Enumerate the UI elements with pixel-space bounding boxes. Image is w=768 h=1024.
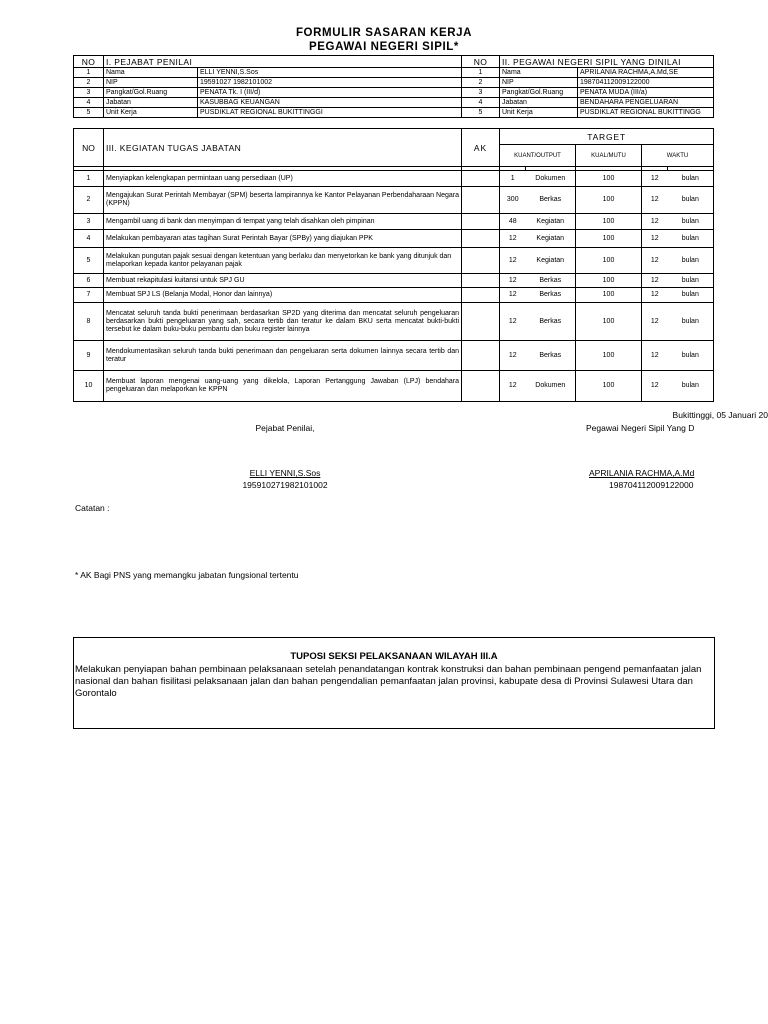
penilai-name: ELLI YENNI,S.Sos (249, 468, 321, 478)
activity-no: 6 (74, 274, 104, 288)
activities-no-header: NO (74, 129, 104, 167)
penilai-row-value: 19591027 1982101002 (198, 78, 462, 88)
activity-qty: 12 (500, 371, 526, 402)
activity-mutu: 100 (576, 214, 642, 230)
activity-desc: Mengajukan Surat Perintah Membayar (SPM) beserta lampirannya ke Kantor Pelayanan Perbendaharaan Negara (KPPN) (104, 187, 462, 214)
activity-unit: Dokumen (526, 371, 576, 402)
activity-satuan: bulan (668, 171, 714, 187)
activity-unit: Berkas (526, 288, 576, 303)
activity-unit: Kegiatan (526, 214, 576, 230)
activity-desc: Melakukan pungutan pajak sesuai dengan ketentuan yang berlaku dan menyetorkan ke bank yang ditunjuk dan melaporkan kepada kantor pelayanan pajak (104, 248, 462, 274)
penilai-row-label: Pangkat/Gol.Ruang (104, 88, 198, 98)
penilai-row-value: PENATA Tk. I (III/d) (198, 88, 462, 98)
activities-table (73, 128, 714, 402)
tuposi-box (73, 637, 715, 729)
activity-unit: Kegiatan (526, 230, 576, 248)
activity-no: 5 (74, 248, 104, 274)
dinilai-row-no: 1 (462, 68, 500, 78)
activity-waktu: 12 (642, 303, 668, 341)
activity-satuan: bulan (668, 288, 714, 303)
ak-header: AK (462, 129, 500, 167)
activity-ak (462, 288, 500, 303)
dinilai-row-no: 3 (462, 88, 500, 98)
activity-qty: 1 (500, 171, 526, 187)
activity-satuan: bulan (668, 303, 714, 341)
dinilai-row-value: APRILANIA RACHMA,A.Md,SE (578, 68, 714, 78)
activity-desc: Mencatat seluruh tanda bukti penerimaan berdasarkan SP2D yang diterima dan mencatat seluruh pengeluaran berdasarkan bukti pengeluaran yang sah, secara tertib dan teratur ke dalam BKU serta mencatat bukti-bukti tersebut ke dalam buku-buku pembantu dan buku register lainnya (104, 303, 462, 341)
kual-header: KUAL/MUTU (576, 145, 642, 167)
header-no-left: NO (74, 56, 104, 68)
activity-mutu: 100 (576, 341, 642, 371)
activity-no: 2 (74, 187, 104, 214)
activity-mutu: 100 (576, 303, 642, 341)
header-no-right: NO (462, 56, 500, 68)
activity-satuan: bulan (668, 274, 714, 288)
activity-ak (462, 230, 500, 248)
activity-no: 7 (74, 288, 104, 303)
penilai-row-no: 5 (74, 108, 104, 118)
activity-satuan: bulan (668, 230, 714, 248)
activity-no: 10 (74, 371, 104, 402)
dinilai-row-no: 5 (462, 108, 500, 118)
activity-ak (462, 171, 500, 187)
activity-waktu: 12 (642, 288, 668, 303)
kuant-header: KUANT/OUTPUT (500, 145, 576, 167)
activity-mutu: 100 (576, 248, 642, 274)
waktu-header: WAKTU (642, 145, 714, 167)
activity-mutu: 100 (576, 274, 642, 288)
activity-ak (462, 214, 500, 230)
dinilai-row-value: 198704112009122000 (578, 78, 714, 88)
activity-qty: 300 (500, 187, 526, 214)
penilai-row-no: 3 (74, 88, 104, 98)
activity-no: 4 (74, 230, 104, 248)
penilai-role: Pejabat Penilai, (255, 423, 315, 433)
activity-waktu: 12 (642, 171, 668, 187)
dinilai-row-label: Unit Kerja (500, 108, 578, 118)
activity-unit: Dokumen (526, 171, 576, 187)
identity-table (73, 55, 714, 118)
activity-desc: Membuat SPJ LS (Belanja Modal, Honor dan lainnya) (104, 288, 462, 303)
dinilai-section-header: II. PEGAWAI NEGERI SIPIL YANG DINILAI (500, 56, 714, 68)
dinilai-row-label: Jabatan (500, 98, 578, 108)
activity-unit: Berkas (526, 274, 576, 288)
dinilai-row-label: NIP (500, 78, 578, 88)
dinilai-row-value: PENATA MUDA (III/a) (578, 88, 714, 98)
dinilai-role: Pegawai Negeri Sipil Yang D (586, 423, 695, 433)
activity-ak (462, 341, 500, 371)
activity-desc: Mendokumentasikan seluruh tanda bukti penerimaan dan pengeluaran serta dokumen lainnya secara tertib dan teratur (104, 341, 462, 371)
activity-ak (462, 303, 500, 341)
activity-waktu: 12 (642, 187, 668, 214)
place-date: Bukittinggi, 05 Januari 20 (672, 410, 768, 420)
activity-unit: Kegiatan (526, 248, 576, 274)
activity-unit: Berkas (526, 341, 576, 371)
activity-no: 1 (74, 171, 104, 187)
activity-qty: 12 (500, 230, 526, 248)
kegiatan-header: III. KEGIATAN TUGAS JABATAN (104, 129, 462, 167)
activity-mutu: 100 (576, 187, 642, 214)
activity-no: 8 (74, 303, 104, 341)
penilai-row-label: Unit Kerja (104, 108, 198, 118)
penilai-row-no: 2 (74, 78, 104, 88)
activity-satuan: bulan (668, 248, 714, 274)
dinilai-row-value: PUSDIKLAT REGIONAL BUKITTINGG (578, 108, 714, 118)
penilai-row-value: KASUBBAG KEUANGAN (198, 98, 462, 108)
catatan-label: Catatan : (75, 503, 110, 513)
activity-unit: Berkas (526, 303, 576, 341)
penilai-row-label: NIP (104, 78, 198, 88)
dinilai-row-label: Nama (500, 68, 578, 78)
activity-satuan: bulan (668, 187, 714, 214)
activity-no: 9 (74, 341, 104, 371)
activity-satuan: bulan (668, 214, 714, 230)
activity-unit: Berkas (526, 187, 576, 214)
activity-ak (462, 371, 500, 402)
dinilai-row-no: 4 (462, 98, 500, 108)
activity-qty: 12 (500, 341, 526, 371)
activity-desc: Membuat laporan mengenai uang-uang yang dikelola, Laporan Pertanggung Jawaban (LPJ) bendahara pengeluaran dan melaporkan ke KPPN (104, 371, 462, 402)
penilai-row-label: Nama (104, 68, 198, 78)
activity-ak (462, 274, 500, 288)
activity-satuan: bulan (668, 371, 714, 402)
activity-ak (462, 187, 500, 214)
activity-qty: 48 (500, 214, 526, 230)
activity-satuan: bulan (668, 341, 714, 371)
footnote: * AK Bagi PNS yang memangku jabatan fungsional tertentu (75, 570, 299, 580)
activity-qty: 12 (500, 274, 526, 288)
activity-qty: 12 (500, 303, 526, 341)
dinilai-row-label: Pangkat/Gol.Ruang (500, 88, 578, 98)
form-subtitle: PEGAWAI NEGERI SIPIL* (309, 41, 459, 53)
activity-qty: 12 (500, 288, 526, 303)
penilai-row-label: Jabatan (104, 98, 198, 108)
activity-mutu: 100 (576, 171, 642, 187)
activity-waktu: 12 (642, 214, 668, 230)
penilai-row-value: PUSDIKLAT REGIONAL BUKITTINGGI (198, 108, 462, 118)
activity-no: 3 (74, 214, 104, 230)
activity-waktu: 12 (642, 341, 668, 371)
activity-mutu: 100 (576, 230, 642, 248)
dinilai-row-value: BENDAHARA PENGELUARAN (578, 98, 714, 108)
form-title: FORMULIR SASARAN KERJA (295, 27, 473, 39)
activity-mutu: 100 (576, 371, 642, 402)
activity-waktu: 12 (642, 274, 668, 288)
penilai-row-no: 4 (74, 98, 104, 108)
activity-desc: Melakukan pembayaran atas tagihan Surat Perintah Bayar (SPBy) yang diajukan PPK (104, 230, 462, 248)
dinilai-name: APRILANIA RACHMA,A.Md (589, 468, 695, 478)
penilai-nip: 195910271982101002 (242, 480, 328, 490)
penilai-row-no: 1 (74, 68, 104, 78)
tuposi-title: TUPOSI SEKSI PELAKSANAAN WILAYAH III.A (290, 651, 498, 662)
dinilai-nip: 198704112009122000 (609, 480, 694, 490)
tuposi-text: Melakukan penyiapan bahan pembinaan pelaksanaan setelah penandatangan kontrak konstruksi dan bahan pembinaan pengend pemanfaatan jalan nasional dan bahan fisilitasi pelaksanaan jalan dan bahan pengendalian pemanfaatan jalan provinsi, kabupate desa di Provinsi Sulawesi Utara dan Gorontalo (75, 664, 702, 699)
activity-desc: Membuat rekapitulasi kuitansi untuk SPJ GU (104, 274, 462, 288)
dinilai-row-no: 2 (462, 78, 500, 88)
activity-desc: Mengambil uang di bank dan menyimpan di tempat yang telah disahkan oleh pimpinan (104, 214, 462, 230)
activity-waktu: 12 (642, 230, 668, 248)
activity-waktu: 12 (642, 248, 668, 274)
activity-mutu: 100 (576, 288, 642, 303)
penilai-section-header: I. PEJABAT PENILAI (104, 56, 462, 68)
activity-desc: Menyiapkan kelengkapan permintaan uang persediaan (UP) (104, 171, 462, 187)
penilai-row-value: ELLI YENNI,S.Sos (198, 68, 462, 78)
target-header: TARGET (500, 129, 714, 145)
activity-qty: 12 (500, 248, 526, 274)
activity-ak (462, 248, 500, 274)
activity-waktu: 12 (642, 371, 668, 402)
